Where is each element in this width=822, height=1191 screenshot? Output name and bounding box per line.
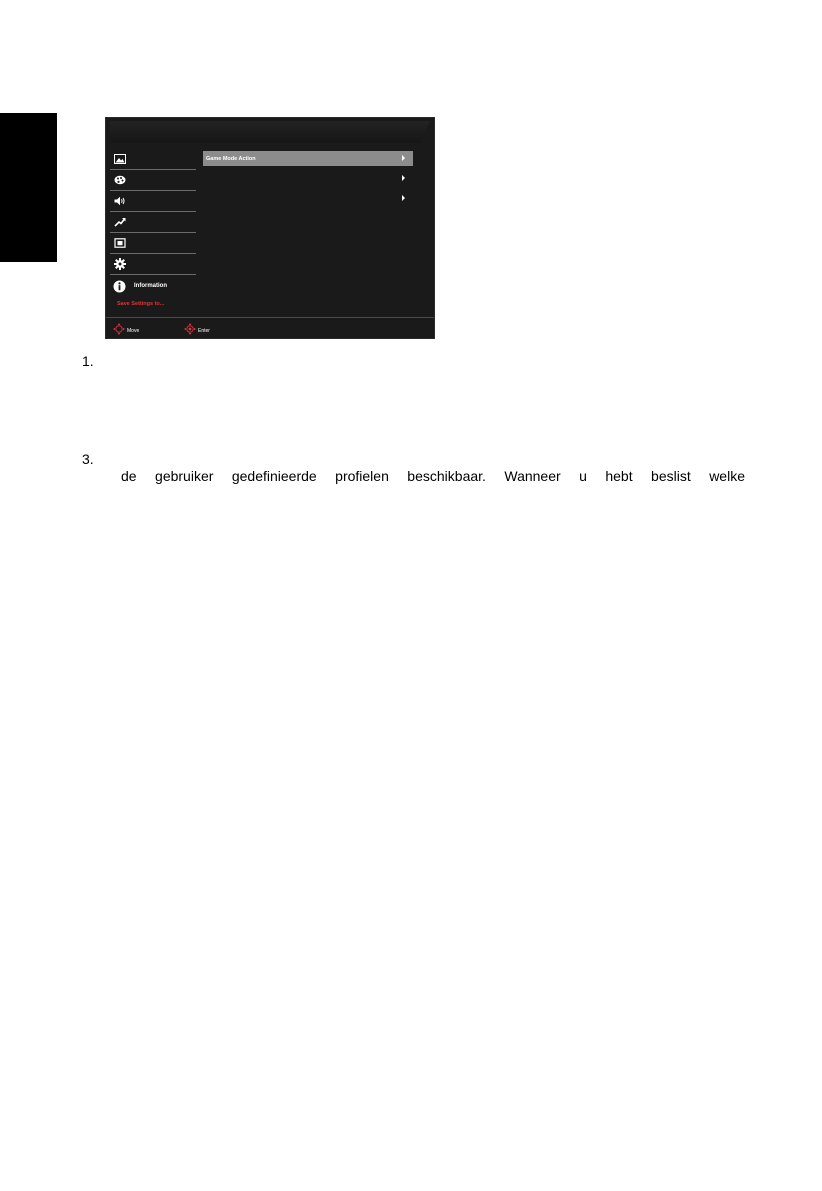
osd-main-panel bbox=[203, 151, 413, 211]
sidebar-item-information[interactable] bbox=[110, 275, 196, 297]
enter-label: Enter bbox=[198, 328, 210, 334]
move-label: Move bbox=[127, 328, 140, 334]
enter-hint bbox=[184, 322, 210, 340]
dpad-enter-icon bbox=[184, 322, 196, 340]
list-item-3-text: de gebruiker gedefinieerde profielen beschikbaar. Wanneer u hebt beslist welke bbox=[121, 468, 745, 484]
sidebar-item-audio[interactable] bbox=[110, 191, 196, 212]
list-item-number-1: 1. bbox=[82, 353, 94, 369]
info-icon bbox=[113, 280, 126, 293]
save-settings-link[interactable]: Save Settings to... bbox=[117, 301, 165, 307]
performance-icon bbox=[113, 216, 126, 229]
sidebar-item-label: Information bbox=[134, 283, 167, 289]
sidebar-item-color[interactable] bbox=[110, 170, 196, 191]
menu-row-label: Game Mode Action bbox=[206, 155, 256, 162]
osd-header bbox=[110, 121, 430, 143]
color-palette-icon bbox=[113, 174, 126, 187]
gear-icon bbox=[113, 258, 126, 271]
speaker-icon bbox=[113, 195, 126, 208]
picture-icon bbox=[113, 153, 126, 166]
pip-window-icon bbox=[113, 237, 126, 250]
menu-row-game-mode-action[interactable] bbox=[203, 151, 413, 166]
chevron-right-icon bbox=[402, 175, 405, 181]
osd-menu bbox=[105, 117, 435, 339]
sidebar-item-pip[interactable] bbox=[110, 233, 196, 254]
menu-row[interactable] bbox=[203, 171, 413, 186]
osd-sidebar bbox=[110, 149, 196, 307]
dpad-move-icon bbox=[113, 322, 125, 340]
chevron-right-icon bbox=[402, 155, 405, 161]
sidebar-item-picture[interactable] bbox=[110, 149, 196, 170]
sidebar-item-performance[interactable] bbox=[110, 212, 196, 233]
chevron-right-icon bbox=[402, 195, 405, 201]
move-hint bbox=[113, 322, 139, 340]
menu-row[interactable] bbox=[203, 191, 413, 206]
list-item-number-3: 3. bbox=[82, 451, 94, 467]
osd-footer bbox=[106, 317, 434, 339]
sidebar-item-system[interactable] bbox=[110, 254, 196, 275]
side-tab bbox=[0, 113, 57, 262]
